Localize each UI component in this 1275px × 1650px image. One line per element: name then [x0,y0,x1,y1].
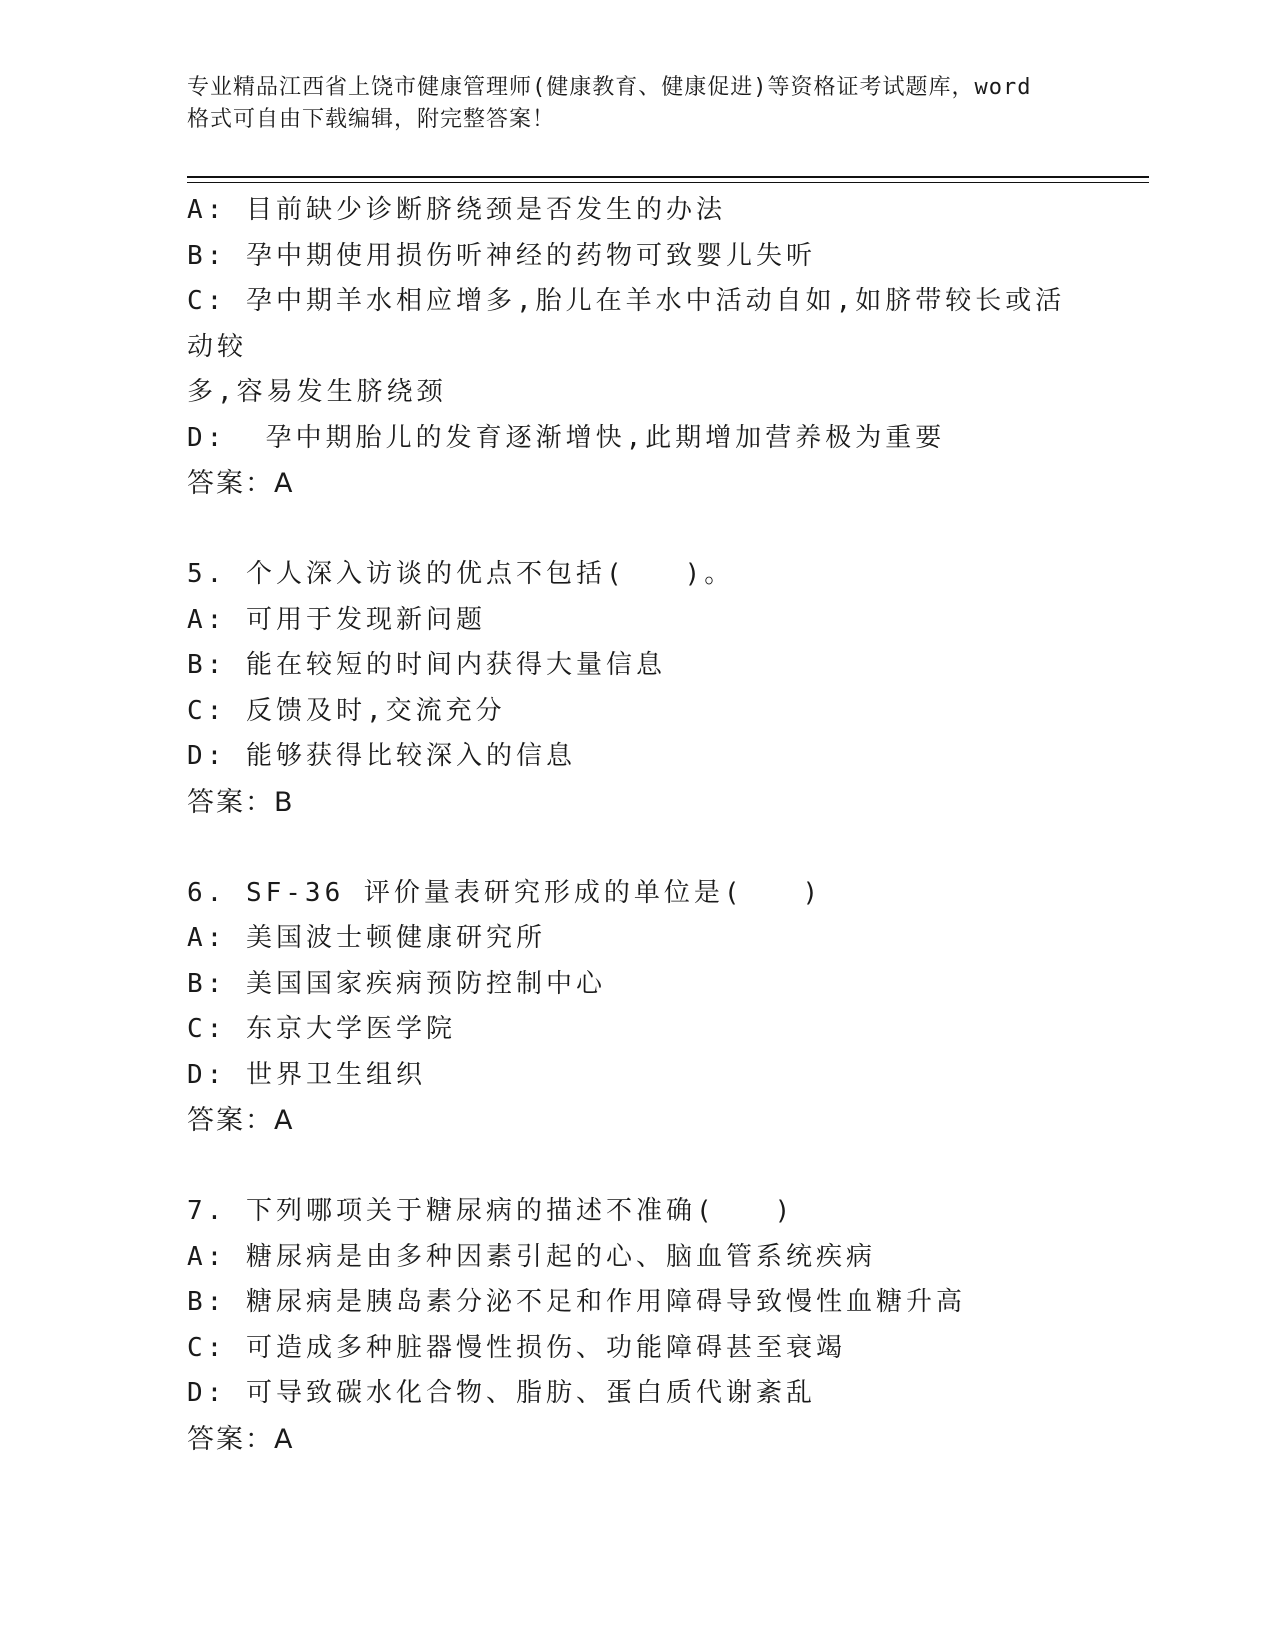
q5-question: 5. 个人深入访谈的优点不包括( )。 [187,559,735,589]
document-header [187,72,1087,136]
q4-option-d: D: 孕中期胎儿的发育逐渐增快,此期增加营养极为重要 [187,422,946,453]
q7-question: 7. 下列哪项关于糖尿病的描述不准确( ) [187,1196,795,1226]
q6-option-b: B: 美国国家疾病预防控制中心 [187,968,606,999]
q7-option-a: A: 糖尿病是由多种因素引起的心、脑血管系统疾病 [187,1241,876,1272]
spacer [187,825,1087,871]
q6-option-d: D: 世界卫生组织 [187,1059,426,1090]
header-line-1: 专业精品江西省上饶市健康管理师(健康教育、健康促进)等资格证考试题库，word [187,75,1032,100]
spacer [187,1144,1087,1190]
header-line-2: 格式可自由下载编辑，附完整答案！ [187,107,556,132]
question-5-block [187,552,1087,825]
q5-answer: 答案：B [187,786,295,818]
spacer [187,507,1087,553]
q6-answer: 答案：A [187,1105,295,1136]
header-rule-thick [187,176,1149,178]
question-4-block [187,188,1087,507]
question-6-block [187,871,1087,1144]
q4-answer: 答案：A [187,468,295,499]
q7-option-c: C: 可造成多种脏器慢性损伤、功能障碍甚至衰竭 [187,1332,846,1363]
q5-option-b: B: 能在较短的时间内获得大量信息 [187,650,666,680]
q5-option-c: C: 反馈及时,交流充分 [187,695,506,726]
q5-option-d: D: 能够获得比较深入的信息 [187,741,576,771]
q7-answer: 答案：A [187,1423,295,1455]
q4-option-a: A: 目前缺少诊断脐绕颈是否发生的办法 [187,195,726,225]
q7-option-b: B: 糖尿病是胰岛素分泌不足和作用障碍导致慢性血糖升高 [187,1287,966,1317]
header-rule-thin [187,182,1149,183]
question-content [187,188,1087,1462]
q7-option-d: D: 可导致碳水化合物、脂肪、蛋白质代谢紊乱 [187,1378,816,1408]
q6-option-a: A: 美国波士顿健康研究所 [187,923,546,953]
q4-option-c-line-2: 多,容易发生脐绕颈 [187,377,447,407]
q5-option-a: A: 可用于发现新问题 [187,604,486,635]
q4-option-c-line-1: C: 孕中期羊水相应增多,胎儿在羊水中活动自如,如脐带较长或活动较 [187,286,1066,362]
q6-question: 6. SF-36 评价量表研究形成的单位是( ) [187,877,823,908]
q4-option-b: B: 孕中期使用损伤听神经的药物可致婴儿失听 [187,240,816,271]
question-7-block [187,1189,1087,1462]
q6-option-c: C: 东京大学医学院 [187,1014,456,1044]
